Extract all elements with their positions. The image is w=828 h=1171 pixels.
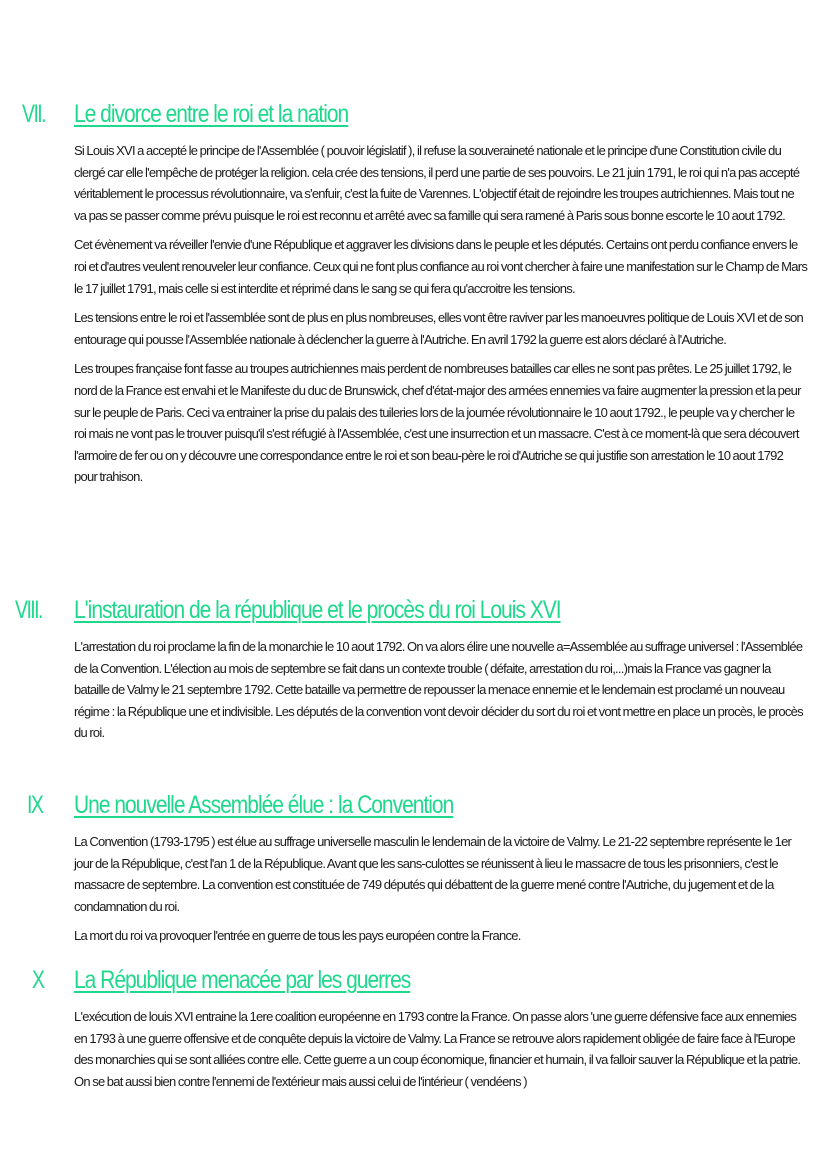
section-title: Une nouvelle Assemblée élue : la Convention	[74, 791, 454, 819]
paragraph: Si Louis XVI a accepté le principe de l'Assemblée ( pouvoir législatif ), il refuse la souveraineté nationale et le principe d'une Constitution civile du clergé car elle l'empêche de protéger la religion. cela crée des tensions, il perd une partie de ses pouvoirs. Le 21 juin 1791, le roi qui n'a pas accepté véritablement le processus révolutionnaire, va s'enfuir, c'est la fuite de Varennes. L'objectif était de rejoindre les troupes autrichiennes. Mais tout ne va pas se passer comme prévu puisque le roi est reconnu et arrêté avec sa famille qui sera ramené à Paris sous bonne escorte le 10 aout 1792.	[74, 143, 800, 223]
paragraph: Les tensions entre le roi et l'assemblée sont de plus en plus nombreuses, elles vont être raviver par les manoeuvres politique de Louis XVI et de son entourage qui pousse l'Assemblée nationale à déclencher la guerre à l'Autriche. En avril 1792 la guerre est alors déclaré à l'Autriche.	[74, 310, 803, 347]
section-heading	[0, 96, 828, 132]
section-numeral: IX	[27, 791, 43, 819]
section-viii	[0, 592, 828, 752]
section-numeral: VII.	[22, 100, 46, 128]
section-body	[74, 831, 808, 947]
paragraph: Les troupes française font fasse au troupes autrichiennes mais perdent de nombreuses batailles car elles ne sont pas prêtes. Le 25 juillet 1792, le nord de la France est envahi et le Manifeste du duc de Brunswick, chef d'état-major des armées ennemies va faire augmenter la pression et la peur sur le peuple de Paris. Ceci va entrainer la prise du palais des tuileries lors de la journée révolutionnaire le 10 aout 1792., le peuple va y chercher le roi mais ne vont pas le trouver puisqu'il s'est réfugié à l'Assemblée, c'est une insurrection et un massacre. C'est à ce moment-là que sera découvert l'armoire de fer ou on y découvre une correspondance entre le roi et son beau-père le roi d'Autriche se qui justifie son arrestation le 10 aout 1792 pour trahison.	[74, 361, 801, 485]
paragraph: L'arrestation du roi proclame la fin de la monarchie le 10 aout 1792. On va alors élire une nouvelle a=Assemblée au suffrage universel : l'Assemblée de la Convention. L'élection au mois de septembre se fait dans un contexte trouble ( défaite, arrestation du roi,...)mais la France vas gagner la bataille de Valmy le 21 septembre 1792. Cette bataille va permettre de repousser la menace ennemie et le lendemain est proclamé un nouveau régime : la République une et indivisible. Les députés de la convention vont devoir décider du sort du roi et vont mettre en place un procès, le procès du roi.	[74, 639, 803, 741]
section-body	[74, 636, 808, 744]
section-numeral: VIII.	[15, 596, 42, 624]
section-heading	[0, 787, 828, 823]
section-vii	[0, 96, 828, 496]
section-x	[0, 962, 828, 1100]
section-title: Le divorce entre le roi et la nation	[74, 100, 349, 128]
paragraph: La mort du roi va provoquer l'entrée en guerre de tous les pays européen contre la France.	[74, 928, 521, 944]
section-heading	[0, 592, 828, 628]
section-title: L'instauration de la république et le procès du roi Louis XVI	[74, 596, 561, 624]
section-heading	[0, 962, 828, 998]
paragraph: Cet évènement va réveiller l'envie d'une République et aggraver les divisions dans le peuple et les députés. Certains ont perdu confiance envers le roi et d'autres veulent renouveler leur confiance. Ceux qui ne font plus confiance au roi vont chercher à faire une manifestation sur le Champ de Mars le 17 juillet 1791, mais celle si est interdite et réprimé dans le sang se qui fera qu'accroitre les tensions.	[74, 237, 808, 296]
section-ix	[0, 787, 828, 955]
section-body	[74, 140, 808, 488]
section-numeral: X	[32, 966, 44, 994]
paragraph: La Convention (1793-1795 ) est élue au suffrage universelle masculin le lendemain de la victoire de Valmy. Le 21-22 septembre représente le 1er jour de la République, c'est l'an 1 de la République. Avant que les sans-culottes se réunissent à lieu le massacre de tous les prisonniers, c'est le massacre de septembre. La convention est constituée de 749 députés qui débattent de la guerre mené contre l'Autriche, du jugement et de la condamnation du roi.	[74, 834, 792, 914]
section-title: La République menacée par les guerres	[74, 966, 411, 994]
section-body	[74, 1006, 808, 1092]
paragraph: L'exécution de louis XVI entraine la 1ere coalition européenne en 1793 contre la France. On passe alors 'une guerre défensive face aux ennemies en 1793 à une guerre offensive et de conquête depuis la victoire de Valmy. La France se retrouve alors rapidement obligée de faire face à l'Europe des monarchies qui se sont alliées contre elle. Cette guerre a un coup économique, financier et humain, il va falloir sauver la République et la patrie. On se bat aussi bien contre l'ennemi de l'extérieur mais aussi celui de l'intérieur ( vendéens )	[74, 1009, 801, 1089]
